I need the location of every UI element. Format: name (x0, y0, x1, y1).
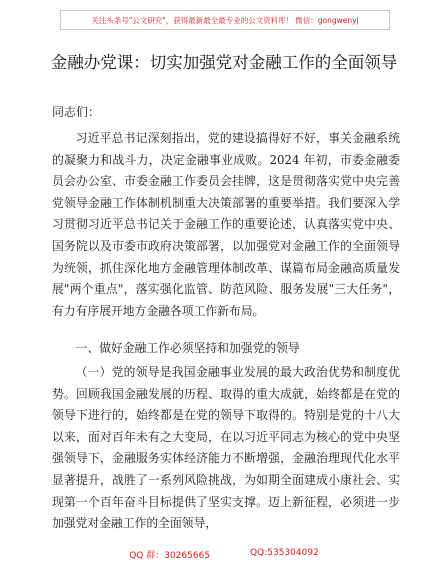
promo-banner-text: 关注头条号"公文研究"，获得最新最全最专业的公文资料库！ (91, 15, 294, 25)
body-paragraph-1: 习近平总书记深刻指出，党的建设搞得好不好，事关金融系统的凝聚力和战斗力，决定金融事业成败。2024 年初，市委金融委员会办公室、市委金融工作委员会挂牌，这是贯彻落实党中央完善党领导金融工作体制机制重大决策部署的重要举措。我们要深入学习贯彻习近平总书记关于金融工作的重要论述，认真落实党中央、国务院以及市委市政府决策部署，以加强党对金融工作的全面领导为统领，抓住深化地方金融管理体制改革、谋篇布局金融高质量发展"两个重点"，落实强化监管、防范风险、服务发展"三大任务"，有力有序展开地方金融各项工作新布局。 (52, 131, 400, 318)
salutation: 同志们： (52, 105, 101, 119)
body-paragraph-2: （一）党的领导是我国金融事业发展的最大政治优势和制度优势。回顾我国金融发展的历程、取得的重大成就，始终都是在党的领导下进行的，始终都是在党的领导下取得的。特别是党的十八大以来，面对百年未有之大变局，在以习近平同志为核心的党中央坚强领导下，金融服务实体经济能力不断增强，金融治理现代化水平显著提升，战胜了一系列风险挑战，为如期全面建成小康社会、实现第一个百年奋斗目标提供了坚实支撑。迈上新征程，必须进一步加强党对金融工作的全面领导， (52, 365, 400, 531)
promo-banner-wechat: 微信：gongwenyj (295, 15, 359, 25)
section-heading-1: 一、做好金融工作必须坚持和加强党的领导 (75, 341, 300, 355)
document-title: 金融办党课：切实加强党对金融工作的全面领导 (50, 53, 398, 72)
footer-qq: QQ:535304092 (250, 548, 319, 558)
page-footer (0, 548, 448, 561)
footer-qq-group: QQ 群：30265665 (129, 551, 211, 561)
promo-banner (60, 10, 390, 30)
